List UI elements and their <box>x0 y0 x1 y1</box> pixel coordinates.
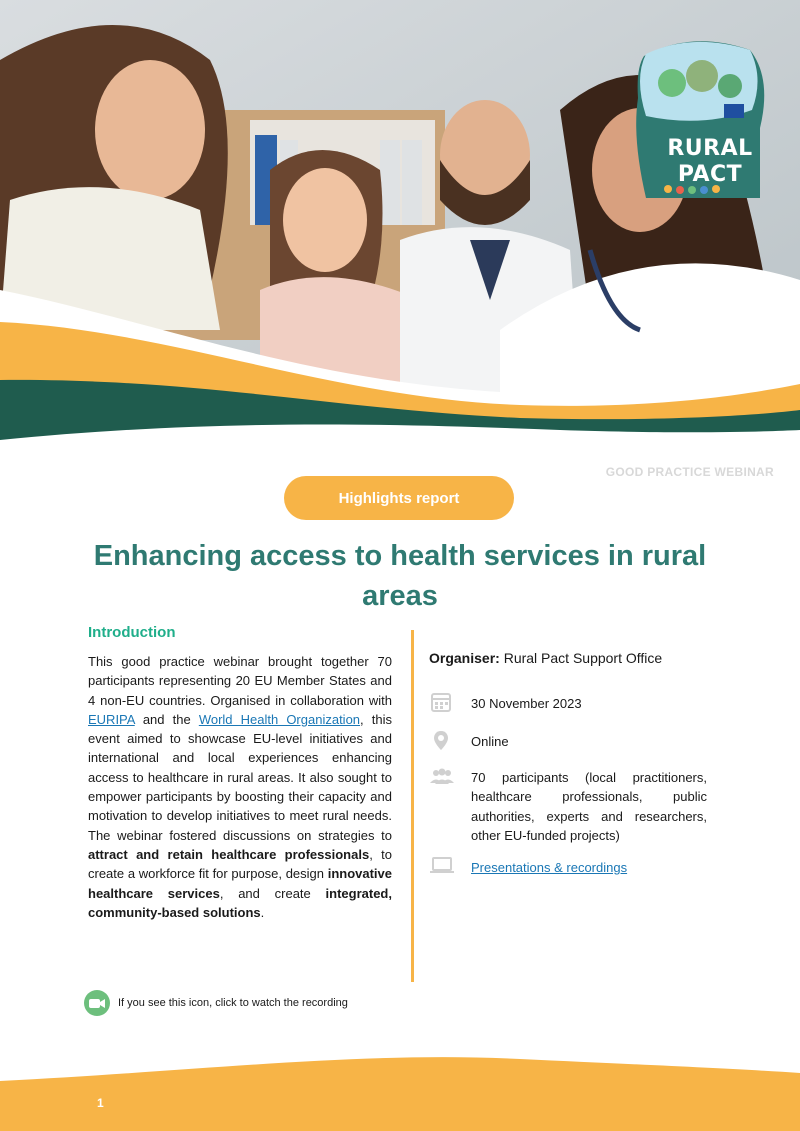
location-pin-icon <box>429 729 455 751</box>
organiser-line <box>429 650 662 666</box>
introduction-text <box>88 652 392 922</box>
column-divider <box>411 630 414 982</box>
participants-icon <box>429 765 455 787</box>
intro-text-1: This good practice webinar brought together 70 participants representing 20 EU Member States and 4 non-EU countries. Organised in collaboration with <box>88 654 392 708</box>
event-date: 30 November 2023 <box>471 696 582 711</box>
logo-text-pact: PACT <box>677 162 743 187</box>
webinar-type-label: GOOD PRACTICE WEBINAR <box>605 465 774 479</box>
video-camera-icon <box>84 990 110 1016</box>
intro-bold-2: innovative healthcare services <box>88 866 392 901</box>
intro-bold-3: integrated, community-based solutions <box>88 885 392 920</box>
intro-text-3: , this event aimed to showcase EU-level initiatives and international and local experiences enhancing access to healthcare in rural areas. It also sought to empower participants by boosting their capacity and motivation to develop initiatives to meet rural needs. The webinar fostered discussions on strategies to <box>88 711 392 843</box>
page-title: Enhancing access to health services in rural areas <box>93 540 707 612</box>
presentations-row <box>429 854 707 876</box>
highlights-report-badge: Highlights report <box>284 476 514 520</box>
event-location: Online <box>471 734 509 749</box>
introduction-heading: Introduction <box>88 624 176 641</box>
location-row <box>429 729 707 751</box>
intro-text-4: , to create a workforce fit for purpose, design <box>88 846 392 882</box>
euripa-link[interactable]: EURIPA <box>88 711 135 727</box>
participants-text: 70 participants (local practitioners, healthcare professionals, public authorities, experts and researchers, other EU-funded projects) <box>471 770 707 843</box>
date-row <box>429 691 707 713</box>
recording-note <box>84 990 348 1016</box>
recording-note-text: If you see this icon, click to watch the recording <box>118 997 348 1009</box>
intro-text-6: . <box>260 904 265 920</box>
calendar-icon <box>429 691 455 713</box>
who-link[interactable]: World Health Organization <box>198 711 361 727</box>
logo-text-rural: RURAL <box>667 136 753 161</box>
participants-row <box>429 765 707 843</box>
laptop-icon <box>429 854 455 876</box>
intro-bold-1: attract and retain healthcare professionals <box>88 846 370 862</box>
intro-text-2: and the <box>134 711 199 727</box>
presentations-link[interactable]: Presentations & recordings <box>471 860 628 875</box>
intro-text-5: , and create <box>219 885 326 901</box>
camera-glyph <box>89 997 105 1009</box>
organiser-label: Organiser: <box>429 650 500 666</box>
hero-photo <box>0 0 800 460</box>
rural-pact-logo <box>632 38 768 208</box>
page-number: 1 <box>97 1096 104 1110</box>
organiser-value: Rural Pact Support Office <box>499 650 663 666</box>
footer-wave <box>0 1051 800 1131</box>
